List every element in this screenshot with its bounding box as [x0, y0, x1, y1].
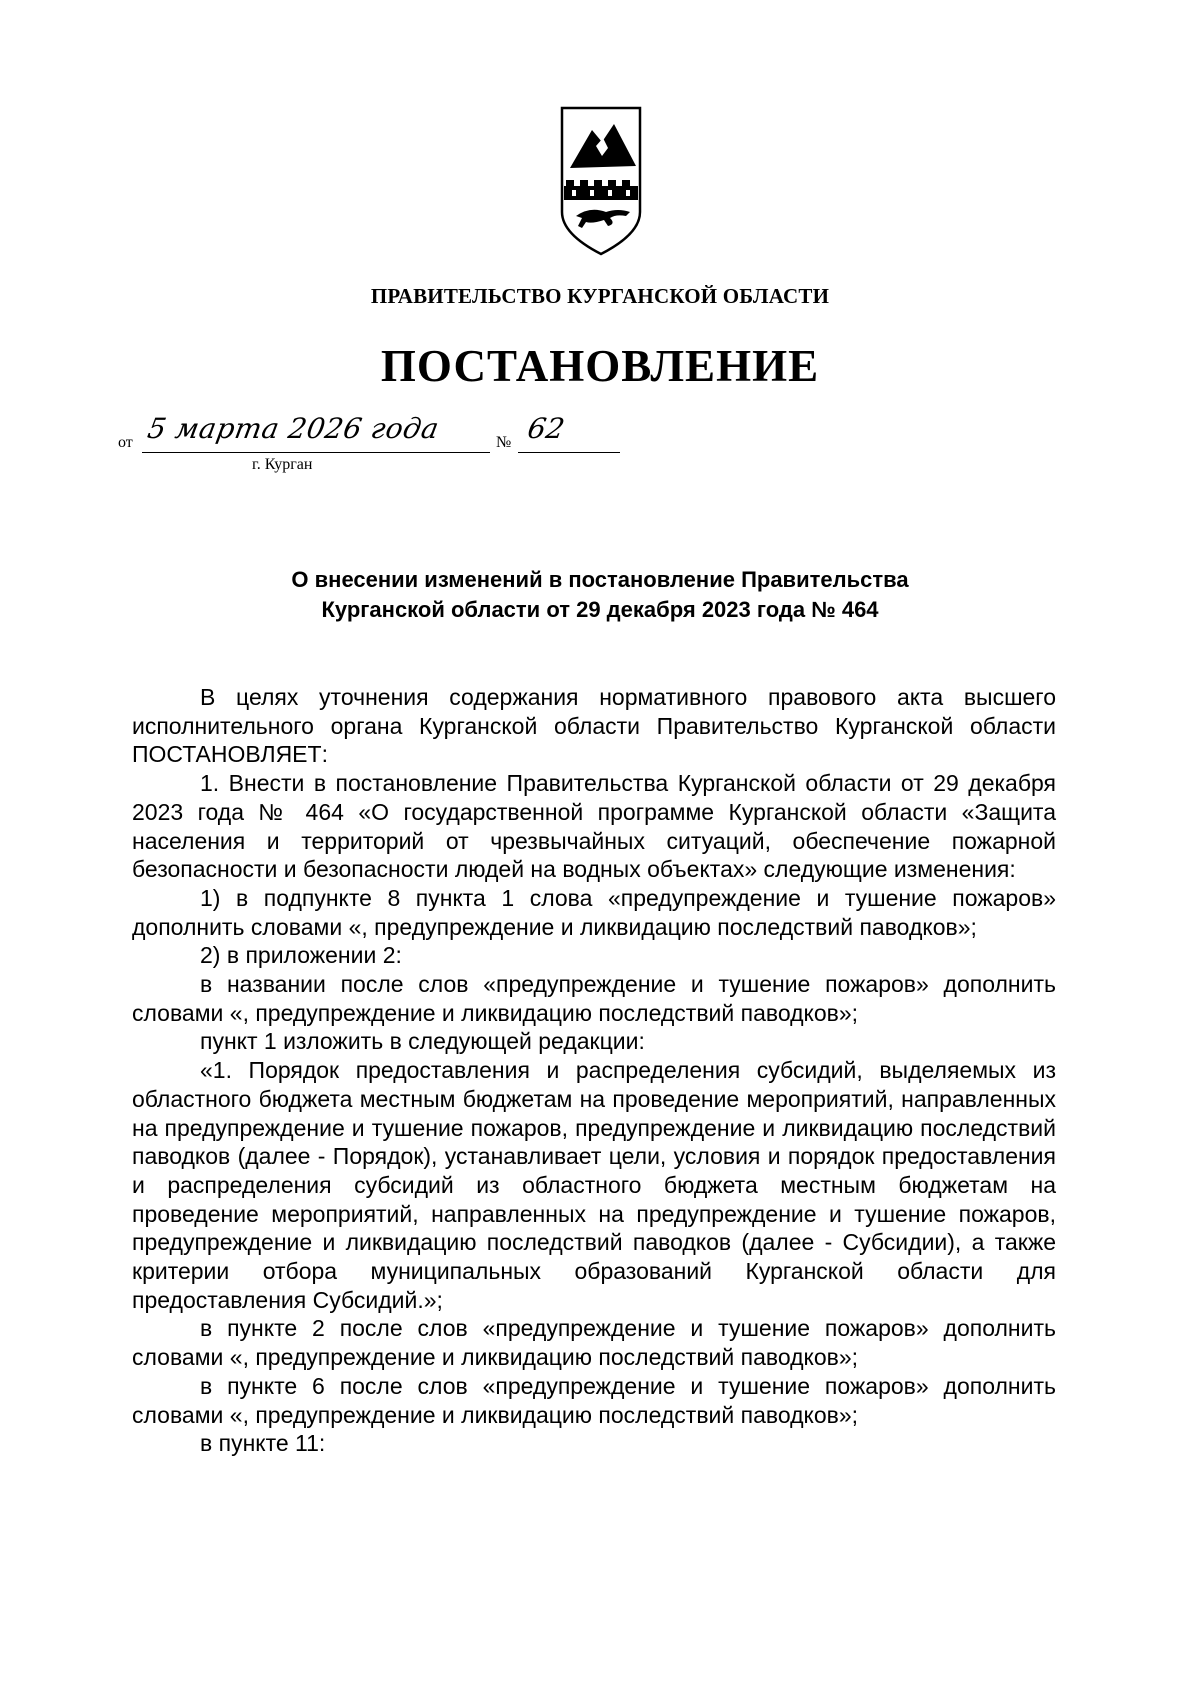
paragraph: В целях уточнения содержания нормативного правового акта высшего исполнительного органа Курганской области Правительство Курганской области ПОСТАНОВЛЯЕТ:	[132, 684, 1056, 768]
coat-of-arms-icon	[556, 104, 646, 260]
date-prefix-label: от	[118, 434, 133, 451]
paragraph: 1. Внести в постановление Правительства Курганской области от 29 декабря 2023 года № 464 «О государственной программе Курганской области «Защита населения и территорий от чрезвычайных ситуаций, обеспечение пожарной безопасности и безопасности людей на водных объектах» следующие изменения:	[132, 770, 1056, 883]
title-line-2: Курганской области от 29 декабря 2023 года № 464	[321, 597, 879, 622]
paragraph: пункт 1 изложить в следующей редакции:	[200, 1028, 645, 1055]
paragraph: в названии после слов «предупреждение и тушение пожаров» дополнить словами «, предупреждение и ликвидацию последствий паводков»;	[132, 971, 1056, 1026]
paragraph: в пункте 6 после слов «предупреждение и тушение пожаров» дополнить словами «, предупреждение и ликвидацию последствий паводков»;	[132, 1372, 1056, 1428]
paragraph: 1) в подпункте 8 пункта 1 слова «предупреждение и тушение пожаров» дополнить словами «, предупреждение и ликвидацию последствий паводков»;	[132, 884, 1056, 940]
document-title	[160, 565, 1040, 625]
city-label: г. Курган	[252, 456, 313, 473]
handwritten-number: 62	[525, 412, 568, 445]
document-body	[132, 683, 1056, 1458]
title-line-1: О внесении изменений в постановление Правительства	[291, 567, 909, 592]
date-underline	[142, 452, 490, 453]
number-sign-label: №	[496, 434, 512, 451]
paragraph: 2) в приложении 2:	[200, 942, 402, 969]
paragraph: в пункте 2 после слов «предупреждение и тушение пожаров» дополнить словами «, предупреждение и ликвидацию последствий паводков»;	[132, 1315, 1056, 1371]
handwritten-date: 5 марта 2026 года	[145, 412, 442, 445]
document-type-heading: ПОСТАНОВЛЕНИЕ	[380, 341, 820, 391]
number-underline	[518, 452, 620, 453]
paragraph: «1. Порядок предоставления и распределения субсидий, выделяемых из областного бюджета местным бюджетам на проведение мероприятий, направленных на предупреждение и тушение пожаров, предупреждение и ликвидацию последствий паводков (далее - Порядок), устанавливает цели, условия и порядок предоставления и распределения субсидий из областного бюджета местным бюджетам на проведение мероприятий, направленных на предупреждение и тушение пожаров, предупреждение и ликвидацию последствий паводков (далее - Субсидии), а также критерии отбора муниципальных образований Курганской области для предоставления Субсидий.»;	[132, 1057, 1056, 1313]
government-name: ПРАВИТЕЛЬСТВО КУРГАНСКОЙ ОБЛАСТИ	[370, 284, 830, 308]
date-number-line	[118, 412, 638, 478]
paragraph: в пункте 11:	[200, 1430, 326, 1457]
